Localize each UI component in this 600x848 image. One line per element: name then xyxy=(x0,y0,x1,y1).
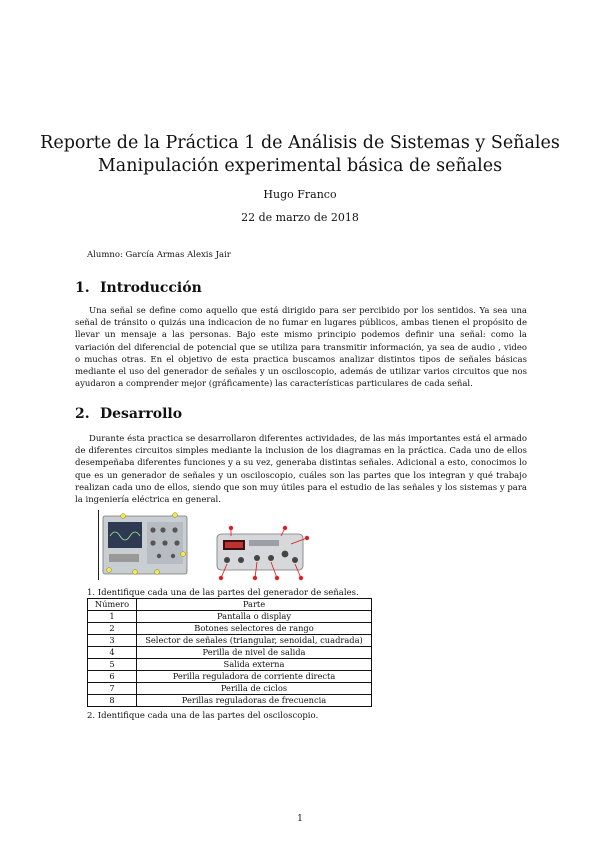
section-heading-introduccion xyxy=(75,280,202,296)
row-part: Salida externa xyxy=(137,659,372,671)
intro-paragraph: Una señal se define como aquello que está dirigido para ser percibido por los sentidos. Ya sea una señal de tránsito o quizás una indicacion de no fumar en lugares públicos, ambas tienen el propósito de llevar un mensaje a las personas. Bajo este mismo principio podemos definir una señal: como la variación del diferencial de potencial que se utiliza para transmitir información, ya sea de audio , video o muchas otras. En el objetivo de esta practica buscamos analizar distintos tipos de señales básicas mediante el uso del generador de señales y un osciloscopio, además de utilizar varios circuitos que nos ayudaron a comprender mejor (gráficamente) las características particulares de cada señal. xyxy=(75,306,527,390)
question-1: 1. Identifique cada una de las partes del generador de señales. xyxy=(87,588,359,598)
table-row xyxy=(88,683,372,695)
date: 22 de marzo de 2018 xyxy=(241,211,359,224)
table-row xyxy=(88,671,372,683)
section-number: 1. xyxy=(75,280,90,296)
table-header-row xyxy=(88,599,372,611)
row-number: 5 xyxy=(88,659,137,671)
row-number: 6 xyxy=(88,671,137,683)
header-numero: Número xyxy=(88,599,137,611)
title-line-1: Reporte de la Práctica 1 de Análisis de Sistemas y Señales xyxy=(40,133,560,153)
page-number: 1 xyxy=(297,814,303,824)
table-row xyxy=(88,611,372,623)
oscilloscope-image xyxy=(98,510,191,580)
row-part: Perillas reguladoras de frecuencia xyxy=(137,695,372,707)
table-row xyxy=(88,623,372,635)
row-number: 1 xyxy=(88,611,137,623)
row-part: Pantalla o display xyxy=(137,611,372,623)
row-part: Perilla de ciclos xyxy=(137,683,372,695)
table-row xyxy=(88,635,372,647)
row-part: Selector de señales (triangular, senoidal, cuadrada) xyxy=(137,635,372,647)
signal-generator-image xyxy=(211,524,311,584)
row-number: 3 xyxy=(88,635,137,647)
row-number: 2 xyxy=(88,623,137,635)
row-part: Botones selectores de rango xyxy=(137,623,372,635)
row-number: 8 xyxy=(88,695,137,707)
row-part: Perilla reguladora de corriente directa xyxy=(137,671,372,683)
student-name: Alumno: García Armas Alexis Jair xyxy=(87,250,231,260)
section-number: 2. xyxy=(75,406,90,422)
row-number: 4 xyxy=(88,647,137,659)
header-parte: Parte xyxy=(137,599,372,611)
table-row xyxy=(88,659,372,671)
section-title: Desarrollo xyxy=(100,406,183,422)
section-heading-desarrollo xyxy=(75,406,182,422)
question-2: 2. Identifique cada una de las partes del osciloscopio. xyxy=(87,711,319,721)
desarrollo-paragraph: Durante ésta practica se desarrollaron diferentes actividades, de las más importantes está el armado de diferentes circuitos simples mediante la inclusion de los diagramas en la práctica. Cada uno de ellos desempeñaba diferentes funciones y a su vez, generaba distintas señales. Adicional a esto, conocimos lo que es un generador de señales y un osciloscopio, cuáles son las partes que los integran y qué trabajo realizan cada uno de ellos, siendo que son muy útiles para el estudio de las señales y los sistemas y para la ingeniería eléctrica en general. xyxy=(75,434,527,506)
row-number: 7 xyxy=(88,683,137,695)
row-part: Perilla de nivel de salida xyxy=(137,647,372,659)
parts-table xyxy=(87,598,372,707)
author: Hugo Franco xyxy=(263,188,337,201)
table-row xyxy=(88,695,372,707)
title-line-2: Manipulación experimental básica de señales xyxy=(97,156,503,176)
section-title: Introducción xyxy=(100,280,202,296)
table-row xyxy=(88,647,372,659)
